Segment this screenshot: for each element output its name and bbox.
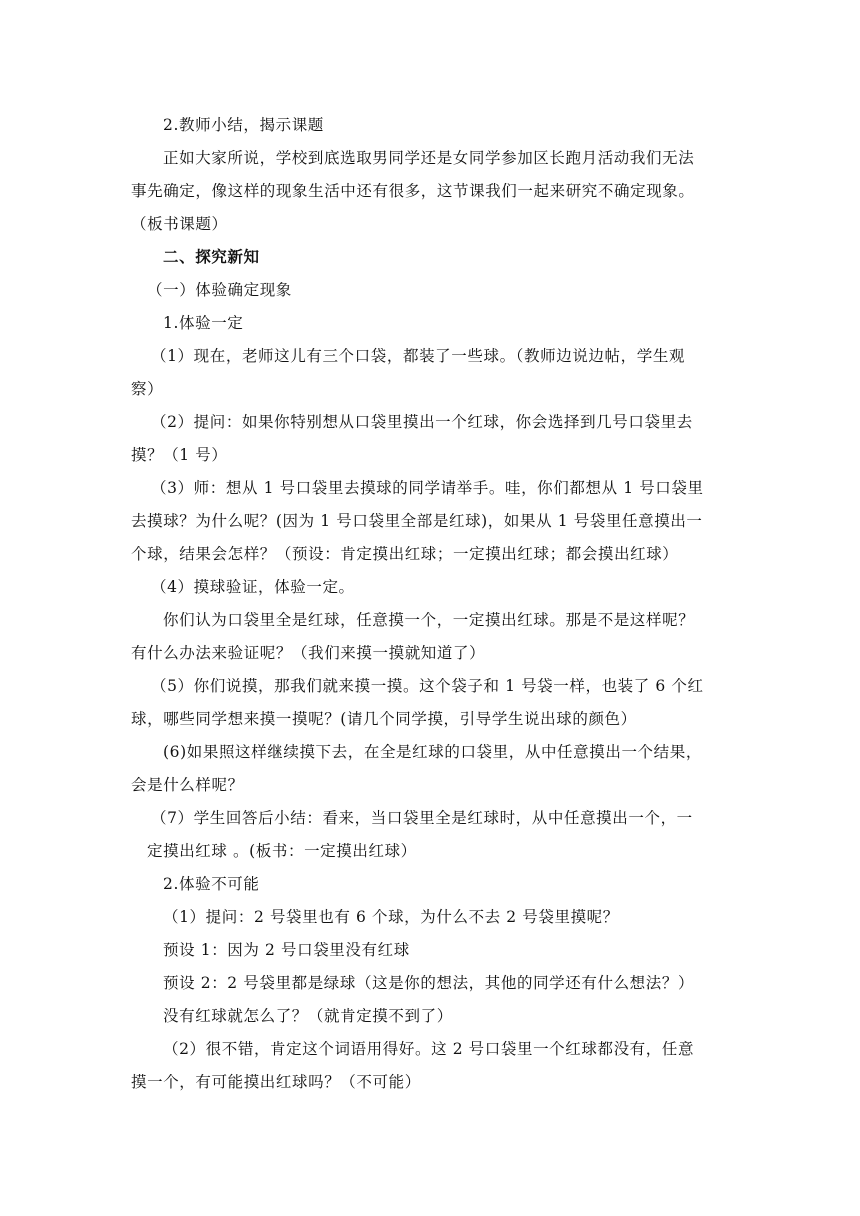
section-heading: 二、探究新知 bbox=[163, 247, 260, 266]
paragraph-line: 有什么办法来验证呢？（我们来摸一摸就知道了） bbox=[131, 644, 486, 662]
paragraph-line: 预设 2：2 号袋里都是绿球（这是你的想法，其他的同学还有什么想法？） bbox=[163, 974, 695, 992]
paragraph-line: 你们认为口袋里全是红球，任意摸一个，一定摸出红球。那是不是这样呢？ bbox=[163, 611, 695, 629]
subsection-heading: （一）体验确定现象 bbox=[147, 281, 292, 299]
paragraph-line: （2）很不错，肯定这个词语用得好。这 2 号口袋里一个红球都没有，任意 bbox=[163, 1040, 695, 1058]
paragraph-line: 摸一个，有可能摸出红球吗？（不可能） bbox=[131, 1073, 421, 1091]
step-heading: 2.体验不可能 bbox=[163, 875, 260, 893]
paragraph-line: 察） bbox=[131, 380, 164, 398]
paragraph-line: 事先确定，像这样的现象生活中还有很多，这节课我们一起来研究不确定现象。 bbox=[131, 182, 695, 200]
paragraph-line: （4）摸球验证，体验一定。 bbox=[151, 578, 355, 596]
paragraph-line: 摸？（1 号） bbox=[131, 446, 228, 464]
paragraph-line: 去摸球？为什么呢？(因为 1 号口袋里全部是红球)，如果从 1 号袋里任意摸出一 bbox=[131, 512, 703, 530]
paragraph-line: 球，哪些同学想来摸一摸呢？(请几个同学摸，引导学生说出球的颜色） bbox=[131, 710, 637, 728]
paragraph-line: 会是什么样呢？ bbox=[131, 776, 244, 794]
paragraph-line: 预设 1：因为 2 号口袋里没有红球 bbox=[163, 941, 410, 959]
paragraph-line: 正如大家所说，学校到底选取男同学还是女同学参加区长跑月活动我们无法 bbox=[163, 149, 695, 167]
paragraph-line: （板书课题） bbox=[131, 215, 228, 233]
paragraph-line: 没有红球就怎么了？（就肯定摸不到了） bbox=[163, 1007, 453, 1025]
paragraph-line: （5）你们说摸，那我们就来摸一摸。这个袋子和 1 号袋一样，也装了 6 个红 bbox=[151, 677, 704, 695]
paragraph-line: (6)如果照这样继续摸下去，在全是红球的口袋里，从中任意摸出一个结果， bbox=[163, 743, 702, 761]
step-heading: 1.体验一定 bbox=[163, 314, 244, 332]
paragraph-line: （2）提问：如果你特别想从口袋里摸出一个红球，你会选择到几号口袋里去 bbox=[151, 413, 693, 431]
paragraph-line: 个球，结果会怎样？（预设：肯定摸出红球；一定摸出红球；都会摸出红球） bbox=[131, 545, 679, 563]
step-heading: 2.教师小结，揭示课题 bbox=[163, 116, 324, 134]
paragraph-line: （7）学生回答后小结：看来，当口袋里全是红球时，从中任意摸出一个，一 bbox=[151, 809, 693, 827]
paragraph-line: （1）现在，老师这儿有三个口袋，都装了一些球。（教师边说边帖，学生观 bbox=[151, 347, 686, 365]
paragraph-line: （1）提问：2 号袋里也有 6 个球，为什么不去 2 号袋里摸呢？ bbox=[163, 908, 619, 926]
paragraph-line: （3）师：想从 1 号口袋里去摸球的同学请举手。哇，你们都想从 1 号口袋里 bbox=[151, 479, 704, 497]
paragraph-line: 定摸出红球 。(板书：一定摸出红球） bbox=[147, 842, 417, 860]
